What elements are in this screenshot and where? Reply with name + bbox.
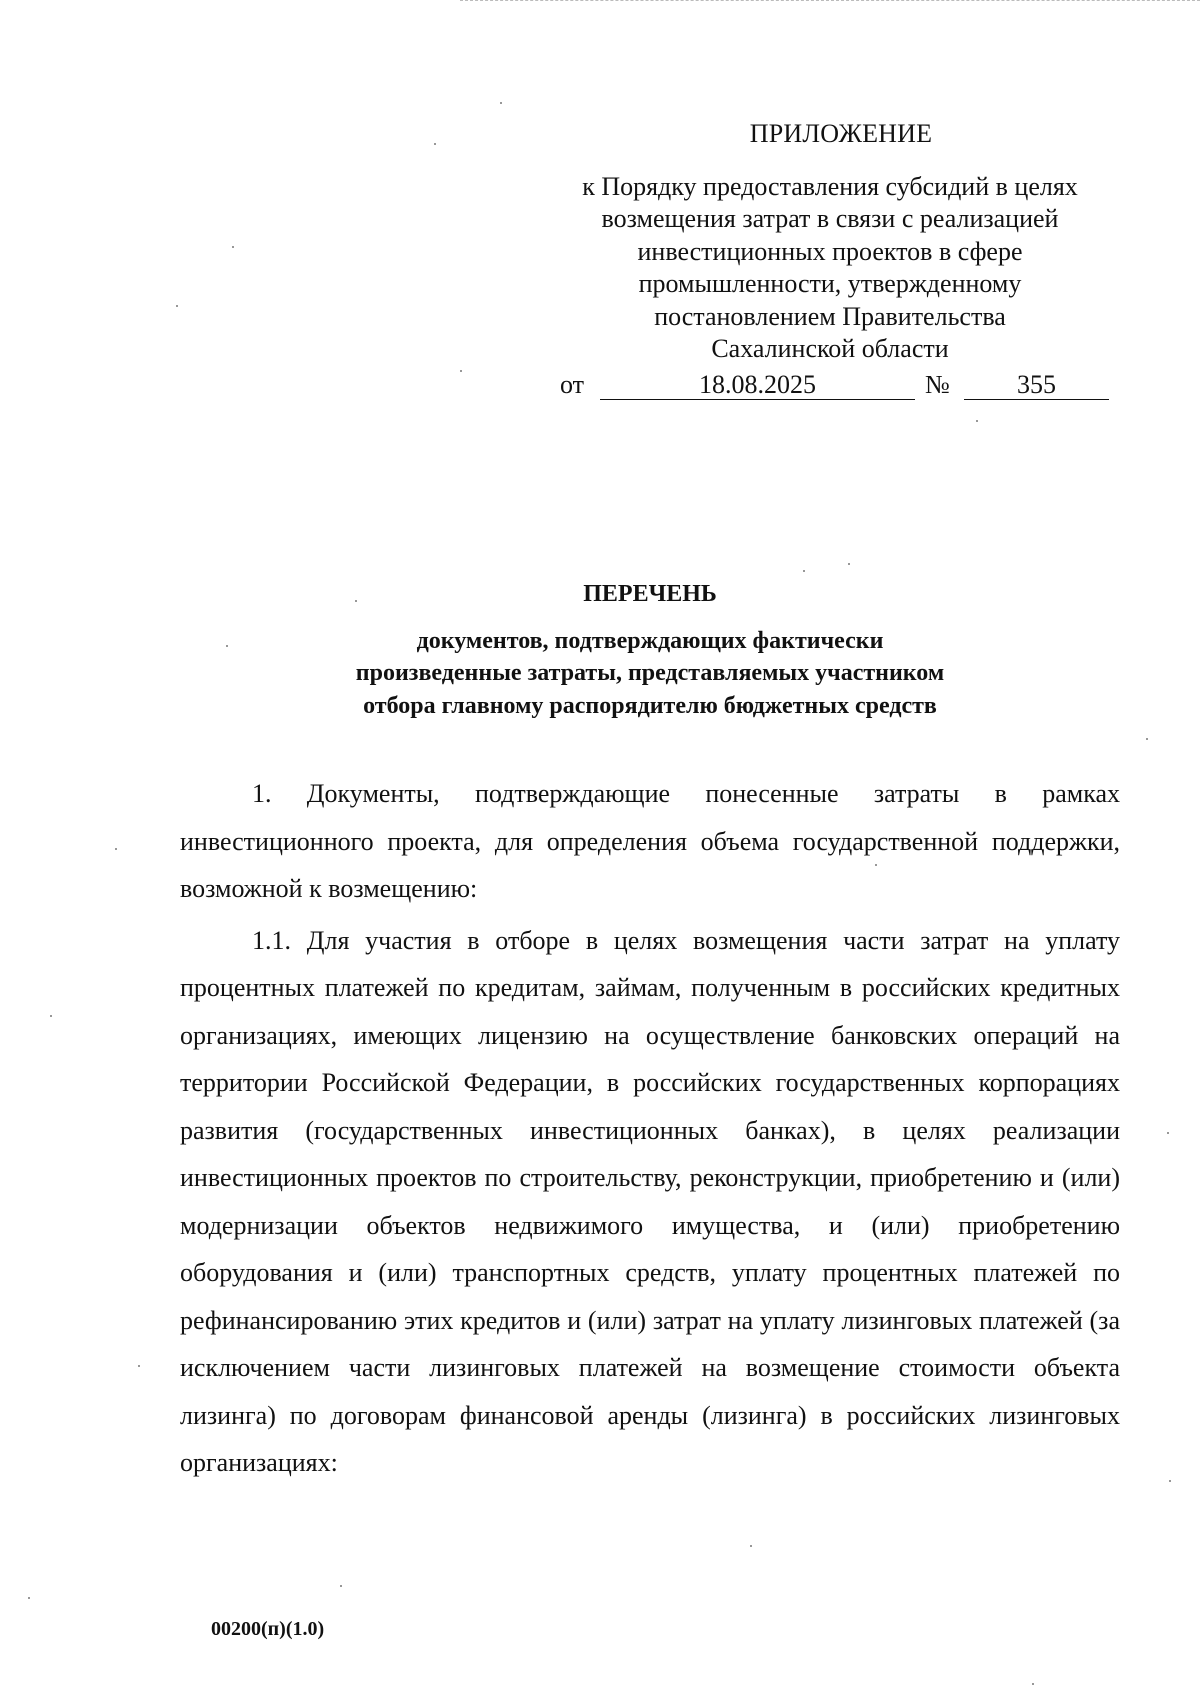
scan-speck — [115, 848, 117, 850]
scan-speck — [976, 420, 978, 422]
attachment-line: возмещения затрат в связи с реализацией — [601, 204, 1059, 233]
attachment-line: к Порядку предоставления субсидий в целях — [582, 171, 1078, 201]
attachment-block — [530, 118, 1130, 366]
scan-speck — [1146, 738, 1148, 740]
scan-speck — [28, 1597, 30, 1599]
scan-speck — [500, 102, 502, 104]
decree-reference — [560, 370, 1110, 402]
heading-subtitle-line: произведенные затраты, представляемых участником — [355, 660, 945, 686]
scan-speck — [50, 1015, 52, 1017]
scan-speck — [434, 143, 436, 145]
scan-speck — [750, 1545, 752, 1547]
heading-title: ПЕРЕЧЕНЬ — [583, 581, 717, 607]
paragraph-1: 1. Документы, подтверждающие понесенные затраты в рамках инвестиционного проекта, для определения объема государственной поддержки, возможной к возмещению: — [180, 779, 1120, 903]
ref-prefix: от — [560, 370, 585, 399]
attachment-description — [530, 171, 1130, 366]
attachment-line: Сахалинской области — [711, 334, 949, 363]
heading-subtitle-line: отбора главному распорядителю бюджетных средств — [363, 692, 937, 719]
document-heading — [150, 578, 1150, 722]
decree-number: 355 — [964, 370, 1109, 400]
scan-speck — [355, 600, 357, 602]
number-sign: № — [925, 370, 950, 399]
document-body — [180, 770, 1120, 1487]
scan-speck — [340, 1585, 342, 1587]
scan-speck — [1032, 1683, 1034, 1685]
document-code: 00200(п)(1.0) — [211, 1618, 325, 1640]
scan-speck — [138, 1365, 140, 1367]
decree-date: 18.08.2025 — [600, 370, 915, 400]
attachment-title: ПРИЛОЖЕНИЕ — [749, 119, 933, 148]
scan-speck — [848, 563, 850, 565]
scan-speck — [460, 370, 462, 372]
attachment-line: промышленности, утвержденному — [638, 269, 1022, 298]
scan-speck — [1167, 1132, 1169, 1134]
attachment-line: инвестиционных проектов в сфере — [637, 236, 1023, 266]
scan-speck — [226, 645, 228, 647]
scan-speck — [875, 864, 877, 866]
scan-speck — [232, 246, 234, 248]
scan-speck — [803, 570, 805, 572]
scan-speck — [1169, 1480, 1171, 1482]
scan-speck — [176, 305, 178, 307]
heading-subtitle-line: документов, подтверждающих фактически — [416, 627, 884, 654]
page-top-edge-line — [460, 0, 1200, 2]
paragraph-1-1: 1.1. Для участия в отборе в целях возмещения части затрат на уплату процентных платежей по кредитам, займам, полученным в российских кредитных организациях, имеющих лицензию на осуществление банковских операций на территории Российской Федерации, в российских государственных корпорациях развития (государственных инвестиционных банках), в целях реализации инвестиционных проектов по строительству, реконструкции, приобретению и (или) модернизации объектов недвижимого имущества, и (или) приобретению оборудования и (или) транспортных средств, уплату процентных платежей по рефинансированию этих кредитов и (или) затрат на уплату лизинговых платежей (за исключением части лизинговых платежей на возмещение стоимости объекта лизинга) по договорам финансовой аренды (лизинга) в российских лизинговых организациях: — [180, 925, 1120, 1477]
attachment-line: постановлением Правительства — [654, 301, 1006, 331]
